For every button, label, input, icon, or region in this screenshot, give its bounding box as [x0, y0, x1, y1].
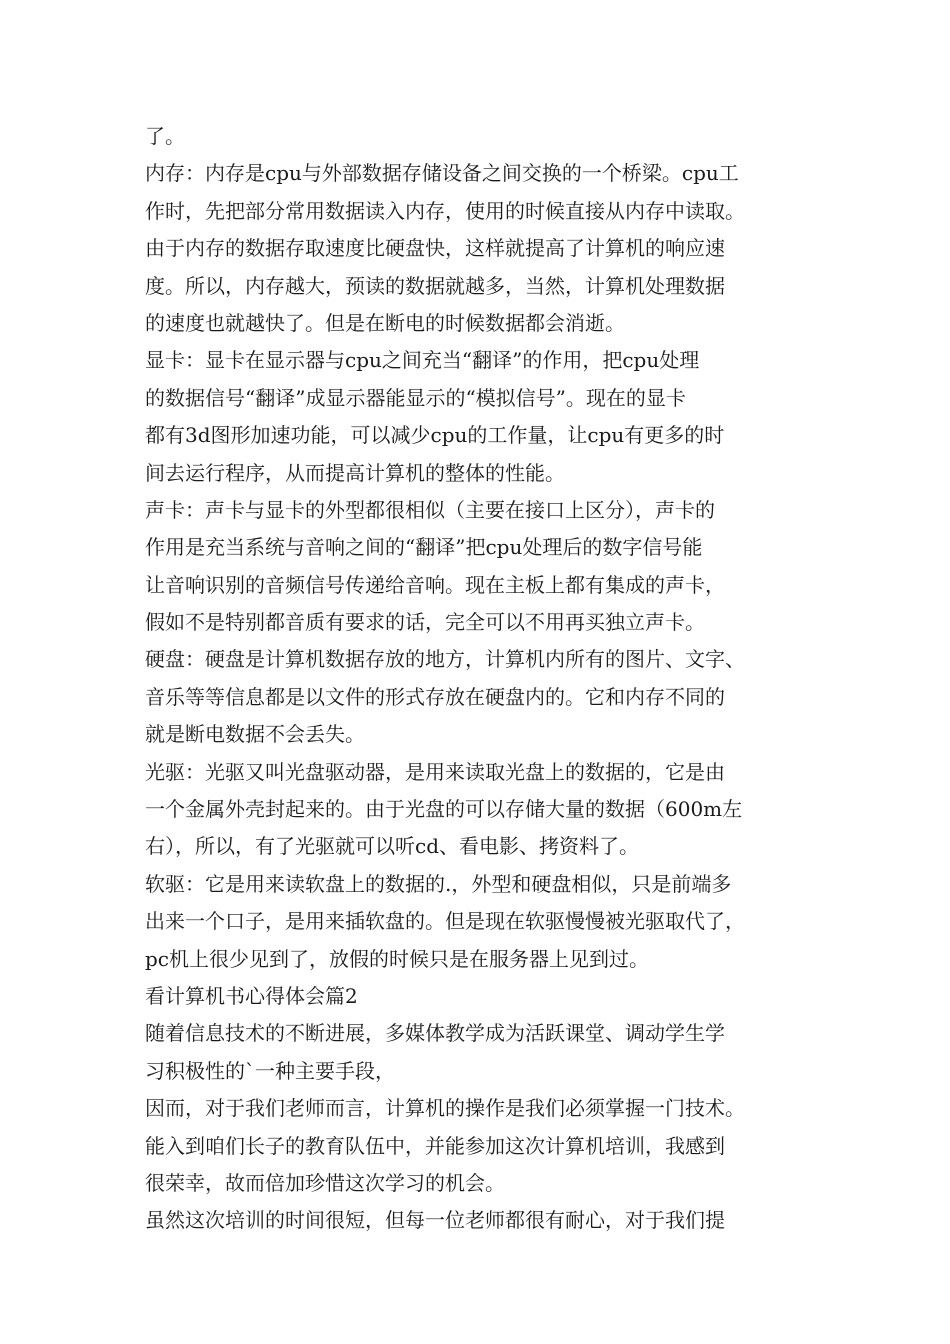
text-line: 都有3d图形加速功能，可以减少cpu的工作量，让cpu有更多的时 — [145, 423, 725, 448]
text-line: 因而，对于我们老师而言，计算机的操作是我们必须掌握一门技术。 — [145, 1096, 745, 1121]
text-line: 度。所以，内存越大，预读的数据就越多，当然，计算机处理数据 — [145, 273, 725, 298]
text-line: 的速度也就越快了。但是在断电的时候数据都会消逝。 — [145, 310, 625, 335]
text-line: 很荣幸，故而倍加珍惜这次学习的机会。 — [145, 1170, 505, 1195]
text-line: 音乐等等信息都是以文件的形式存放在硬盘内的。它和内存不同的 — [145, 684, 725, 709]
text-line: 内存：内存是cpu与外部数据存储设备之间交换的一个桥梁。cpu工 — [145, 161, 739, 186]
text-line: 软驱：它是用来读软盘上的数据的.，外型和硬盘相似，只是前端多 — [145, 871, 732, 896]
text-line: 虽然这次培训的时间很短，但每一位老师都很有耐心，对于我们提 — [145, 1208, 725, 1233]
section-heading: 看计算机书心得体会篇2 — [145, 983, 358, 1008]
text-line: 出来一个口子，是用来插软盘的。但是现在软驱慢慢被光驱取代了， — [145, 909, 745, 934]
text-line: 声卡：声卡与显卡的外型都很相似（主要在接口上区分），声卡的 — [145, 497, 715, 522]
text-line: 让音响识别的音频信号传递给音响。现在主板上都有集成的声卡， — [145, 572, 725, 597]
text-line: 右），所以，有了光驱就可以听cd、看电影、拷资料了。 — [145, 834, 640, 859]
text-line: 光驱：光驱又叫光盘驱动器，是用来读取光盘上的数据的，它是由 — [145, 759, 725, 784]
text-line: 了。 — [145, 124, 185, 148]
text-line: 间去运行程序，从而提高计算机的整体的性能。 — [145, 460, 565, 485]
text-line: 作时，先把部分常用数据读入内存，使用的时候直接从内存中读取。 — [145, 198, 745, 223]
body-text — [145, 118, 845, 1240]
text-line: 能入到咱们长子的教育队伍中，并能参加这次计算机培训，我感到 — [145, 1133, 725, 1158]
text-line: pc机上很少见到了，放假的时候只是在服务器上见到过。 — [145, 946, 650, 971]
text-line: 的数据信号“翻译”成显示器能显示的“模拟信号”。现在的显卡 — [145, 385, 686, 410]
text-line: 由于内存的数据存取速度比硬盘快，这样就提高了计算机的响应速 — [145, 236, 725, 261]
text-line: 就是断电数据不会丢失。 — [145, 722, 365, 747]
text-line: 一个金属外壳封起来的。由于光盘的可以存储大量的数据（600m左 — [145, 797, 743, 822]
text-line: 习积极性的`一种主要手段， — [145, 1058, 395, 1083]
text-line: 假如不是特别都音质有要求的话，完全可以不用再买独立声卡。 — [145, 610, 705, 635]
text-line: 硬盘：硬盘是计算机数据存放的地方，计算机内所有的图片、文字、 — [145, 647, 745, 672]
text-line: 显卡：显卡在显示器与cpu之间充当“翻译”的作用，把cpu处理 — [145, 348, 700, 373]
text-line: 随着信息技术的不断进展，多媒体教学成为活跃课堂、调动学生学 — [145, 1021, 725, 1046]
text-line: 作用是充当系统与音响之间的“翻译”把cpu处理后的数字信号能 — [145, 535, 703, 560]
